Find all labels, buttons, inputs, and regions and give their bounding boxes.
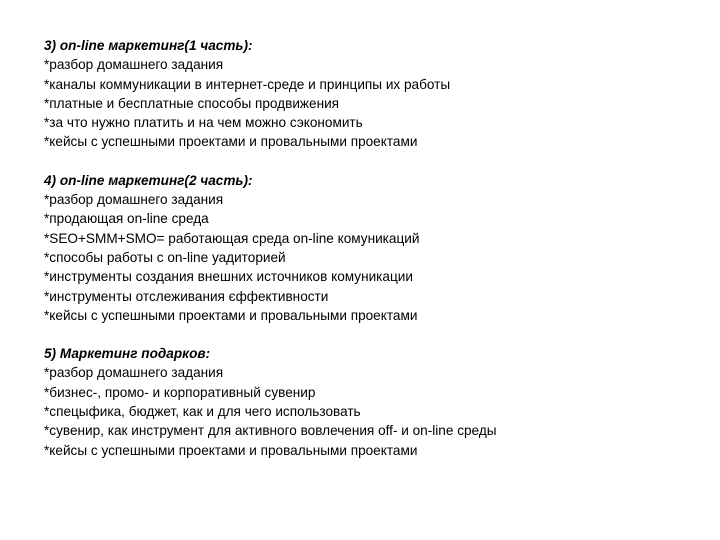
list-item: *спецыфика, бюджет, как и для чего использовать xyxy=(44,404,361,420)
list-item: *кейсы с успешными проектами и провальными проектами xyxy=(44,134,418,150)
list-item: *разбор домашнего задания xyxy=(44,192,224,208)
list-item: *платные и бесплатные способы продвижения xyxy=(44,95,340,111)
list-item: *за что нужно платить и на чем можно сэкономить xyxy=(44,115,363,131)
section-gift-marketing xyxy=(44,344,704,460)
list-item: *каналы коммуникации в интернет-среде и принципы их работы xyxy=(44,76,451,92)
list-item: *кейсы с успешными проектами и провальными проектами xyxy=(44,442,418,458)
list-item: *SEO+SMM+SMO= работающая среда on-line комуникаций xyxy=(44,230,420,246)
section-online-marketing-part-1 xyxy=(44,36,704,152)
list-item: *способы работы с on-line уадиторией xyxy=(44,249,286,265)
list-item: *бизнес-, промо- и корпоративный сувенир xyxy=(44,384,316,400)
section-title: 4) on-line маркетинг(2 часть): xyxy=(44,172,253,188)
list-item: *разбор домашнего задания xyxy=(44,365,224,381)
section-title: 5) Маркетинг подарков: xyxy=(44,346,211,362)
list-item: *сувенир, как инструмент для активного вовлечения off- и on-line среды xyxy=(44,423,497,439)
list-item: *инструменты создания внешних источников комуникации xyxy=(44,269,413,285)
list-item: *кейсы с успешными проектами и провальными проектами xyxy=(44,307,418,323)
section-online-marketing-part-2 xyxy=(44,171,704,325)
list-item: *продающая on-line среда xyxy=(44,211,209,227)
list-item: *инструменты отслеживания єффективности xyxy=(44,288,329,304)
list-item: *разбор домашнего задания xyxy=(44,57,224,73)
slide-content xyxy=(44,36,704,479)
section-title: 3) on-line маркетинг(1 часть): xyxy=(44,38,253,53)
